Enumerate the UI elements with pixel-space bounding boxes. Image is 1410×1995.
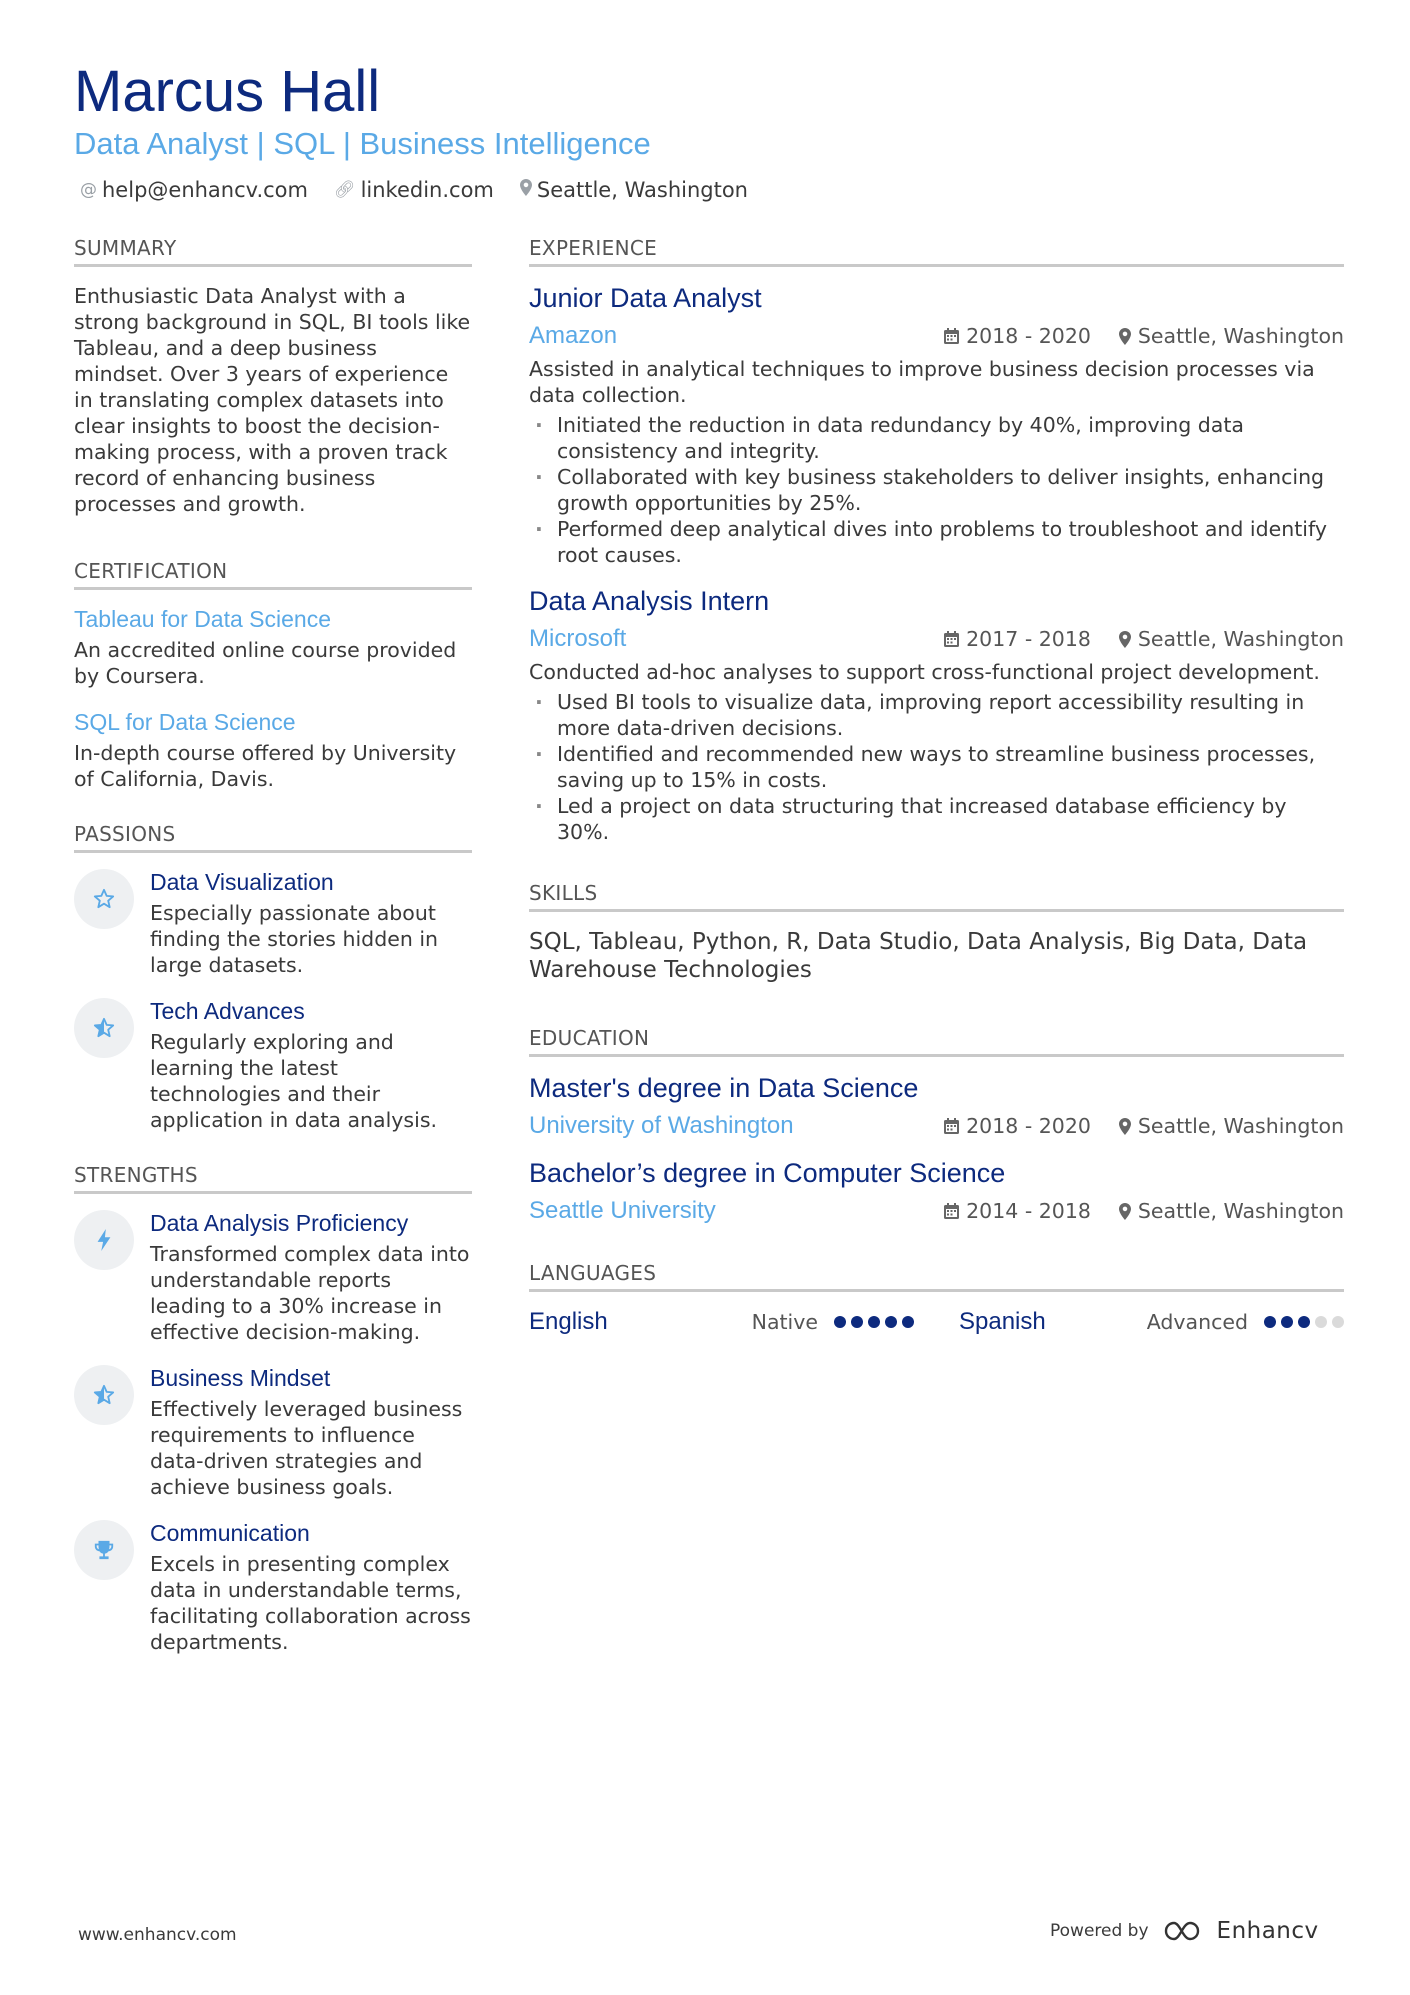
job-entry (529, 283, 1344, 568)
location-text: Seattle, Washington (536, 178, 748, 202)
passion-name: Tech Advances (150, 998, 305, 1024)
calendar-icon (944, 1203, 959, 1219)
calendar-icon (944, 328, 959, 344)
job-bullet: · Collaborated with key business stakeholders to deliver insights, enhancing growth opportunities by 25%. (529, 464, 1344, 516)
degree: Master's degree in Data Science (529, 1073, 919, 1103)
star-half-icon (74, 1365, 134, 1425)
job-title: Data Analysis Intern (529, 586, 770, 616)
job-bullet: · Identified and recommended new ways to streamline business processes, saving up to 15% in costs. (529, 741, 1344, 793)
languages-row (529, 1308, 1344, 1336)
language-level: Advanced (1146, 1310, 1248, 1334)
strength-name: Data Analysis Proficiency (150, 1210, 409, 1236)
rating-dot-filled (885, 1316, 897, 1328)
strength-desc: Effectively leveraged business requirements to influence data-driven strategies and achieve business goals. (150, 1397, 463, 1499)
job-bullets (529, 412, 1344, 568)
skills-title: SKILLS (529, 881, 1344, 912)
strength-name: Communication (150, 1520, 310, 1546)
footer-website[interactable]: www.enhancv.com (78, 1925, 237, 1945)
job-bullets (529, 689, 1344, 845)
star-outline-icon (74, 869, 134, 929)
location-pin-icon (520, 179, 532, 201)
job-dates: 2017 - 2018 (944, 627, 1091, 651)
school-name: University of Washington (529, 1112, 794, 1139)
certification-item (74, 709, 472, 792)
powered-by-label: Powered by (1050, 1921, 1149, 1941)
right-column (529, 236, 1344, 1336)
enhancv-logo[interactable] (1163, 1918, 1319, 1944)
strength-desc: Excels in presenting complex data in understandable terms, facilitating collaboration across departments. (150, 1552, 471, 1654)
rating-dot-empty (1315, 1316, 1327, 1328)
summary-text: Enthusiastic Data Analyst with a strong background in SQL, BI tools like Tableau, and a deep business mindset. Over 3 years of experience in translating complex datasets into clear insights to boost the decision-making process, with a proven track record of enhancing business processes and growth. (74, 284, 471, 516)
contact-linkedin[interactable] (334, 178, 494, 202)
skills-section (529, 881, 1344, 984)
summary-section (74, 236, 472, 517)
contact-bar (80, 178, 748, 202)
rating-dot-filled (1264, 1316, 1276, 1328)
skills-text: SQL, Tableau, Python, R, Data Studio, Data Analysis, Big Data, Data Warehouse Technologies (529, 929, 1308, 983)
language-name: English (529, 1308, 608, 1335)
experience-title: EXPERIENCE (529, 236, 1344, 267)
star-half-icon (74, 998, 134, 1058)
education-title: EDUCATION (529, 1026, 1344, 1057)
at-icon: @ (80, 180, 97, 200)
job-summary: Assisted in analytical techniques to improve business decision processes via data collection. (529, 357, 1315, 407)
passions-section (74, 822, 472, 1133)
education-location: Seattle, Washington (1119, 1114, 1344, 1138)
certification-name: Tableau for Data Science (74, 606, 331, 632)
certification-title: CERTIFICATION (74, 559, 472, 590)
location-pin-icon (1119, 1203, 1131, 1220)
location-pin-icon (1119, 1118, 1131, 1135)
passion-desc: Regularly exploring and learning the latest technologies and their application in data analysis. (150, 1030, 438, 1132)
education-dates: 2014 - 2018 (944, 1199, 1091, 1223)
summary-title: SUMMARY (74, 236, 472, 267)
certification-section (74, 559, 472, 792)
link-icon: 🔗︎ (333, 180, 356, 200)
rating-dot-filled (1298, 1316, 1310, 1328)
education-section (529, 1026, 1344, 1225)
headline: Data Analyst | SQL | Business Intelligence (74, 126, 651, 161)
education-location: Seattle, Washington (1119, 1199, 1344, 1223)
education-dates: 2018 - 2020 (944, 1114, 1091, 1138)
strengths-section (74, 1163, 472, 1655)
calendar-icon (944, 631, 959, 647)
certification-desc: In-depth course offered by University of California, Davis. (74, 741, 457, 791)
school-name: Seattle University (529, 1197, 716, 1224)
certification-name: SQL for Data Science (74, 709, 296, 735)
strength-item (74, 1520, 472, 1655)
job-bullet: · Led a project on data structuring that increased database efficiency by 30%. (529, 793, 1344, 845)
job-bullet: · Initiated the reduction in data redundancy by 40%, improving data consistency and integrity. (529, 412, 1344, 464)
language-rating (834, 1316, 914, 1328)
company-name: Amazon (529, 322, 618, 349)
strength-name: Business Mindset (150, 1365, 331, 1391)
education-entry (529, 1073, 1344, 1140)
passion-item (74, 998, 472, 1133)
job-title: Junior Data Analyst (529, 283, 762, 313)
contact-location (520, 178, 748, 202)
candidate-name: Marcus Hall (74, 59, 381, 124)
passion-item (74, 869, 472, 978)
degree: Bachelor’s degree in Computer Science (529, 1158, 1006, 1188)
passions-title: PASSIONS (74, 822, 472, 853)
job-summary: Conducted ad-hoc analyses to support cross-functional project development. (529, 660, 1320, 684)
passion-desc: Especially passionate about finding the stories hidden in large datasets. (150, 901, 439, 977)
calendar-icon (944, 1118, 959, 1134)
linkedin-text: linkedin.com (360, 178, 494, 202)
location-pin-icon (1119, 631, 1131, 648)
rating-dot-filled (868, 1316, 880, 1328)
job-bullet: · Used BI tools to visualize data, improving report accessibility resulting in more data-driven decisions. (529, 689, 1344, 741)
experience-section (529, 236, 1344, 845)
rating-dot-filled (851, 1316, 863, 1328)
strength-item (74, 1210, 472, 1345)
rating-dot-filled (1281, 1316, 1293, 1328)
education-entry (529, 1158, 1344, 1225)
certification-desc: An accredited online course provided by Coursera. (74, 638, 457, 688)
job-bullet: · Performed deep analytical dives into problems to troubleshoot and identify root causes. (529, 516, 1344, 568)
rating-dot-filled (902, 1316, 914, 1328)
language-name: Spanish (959, 1308, 1046, 1335)
language-level: Native (751, 1310, 818, 1334)
language-rating (1264, 1316, 1344, 1328)
enhancv-logo-icon (1163, 1919, 1209, 1943)
rating-dot-empty (1332, 1316, 1344, 1328)
left-column (74, 236, 472, 1675)
languages-title: LANGUAGES (529, 1261, 1344, 1292)
job-dates: 2018 - 2020 (944, 324, 1091, 348)
trophy-icon (74, 1520, 134, 1580)
strength-item (74, 1365, 472, 1500)
job-location: Seattle, Washington (1119, 324, 1344, 348)
job-location: Seattle, Washington (1119, 627, 1344, 651)
strength-desc: Transformed complex data into understandable reports leading to a 30% increase in effective decision-making. (150, 1242, 470, 1344)
language-item (959, 1308, 1344, 1336)
contact-email[interactable] (80, 178, 308, 202)
passion-name: Data Visualization (150, 869, 334, 895)
strengths-title: STRENGTHS (74, 1163, 472, 1194)
language-item (529, 1308, 914, 1336)
lightning-icon (74, 1210, 134, 1270)
job-entry (529, 586, 1344, 845)
location-pin-icon (1119, 328, 1131, 345)
email-text: help@enhancv.com (102, 178, 308, 202)
company-name: Microsoft (529, 625, 627, 652)
certification-item (74, 606, 472, 689)
rating-dot-filled (834, 1316, 846, 1328)
brand-name: Enhancv (1216, 1918, 1319, 1944)
languages-section (529, 1261, 1344, 1336)
footer-branding (1050, 1918, 1319, 1944)
